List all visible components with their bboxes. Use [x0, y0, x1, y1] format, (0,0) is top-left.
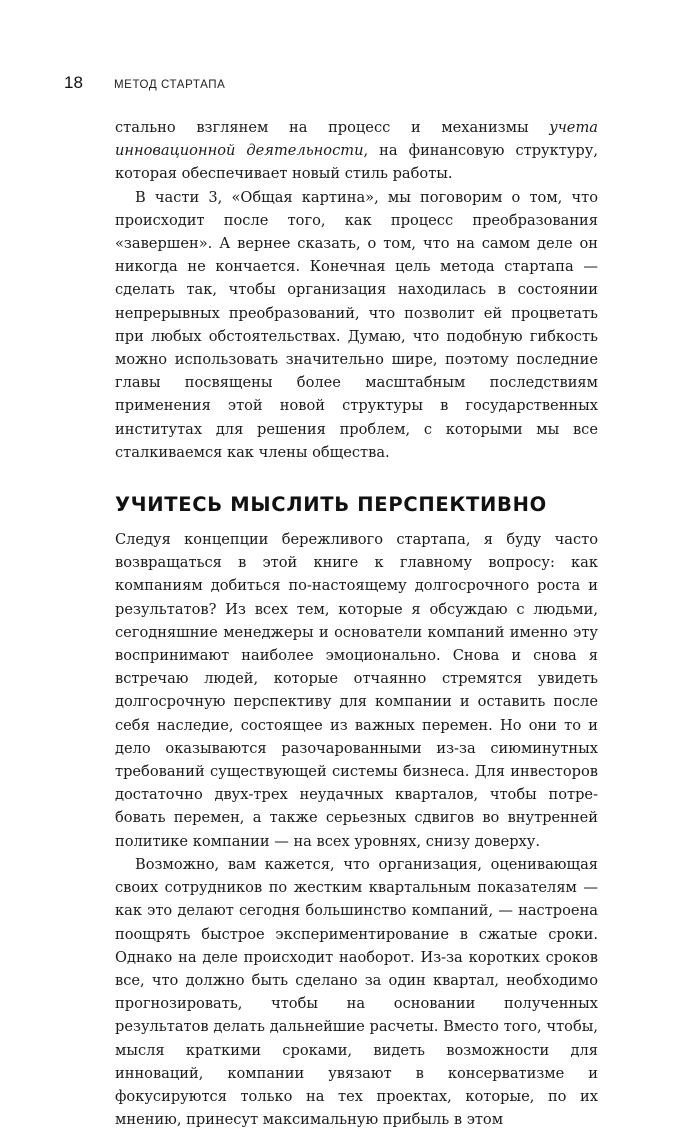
paragraph-3: Следуя концепции бережливого стартапа, я буду часто возвращаться в этой книге к главному вопросу: как компаниям добиться по-настоящему долгосрочного роста и результатов? Из всех тем, которые я обсуждаю с людьми, сегодняшние менеджеры и основатели компаний именно эту воспринимают наиболее эмоционально. Снова и снова я встречаю людей, которые отчаянно стремятся увидеть долгосрочную перспективу для компании и оставить после себя наследие, состоящее из важных перемен. Но они то и дело оказываются разочарованными из-за сиюминутных требований существующей системы бизнеса. Для инвесторов достаточно двух-трех неудачных кварталов, чтобы потребовать перемен, а также серьезных сдвигов во внутренней политике компании — на всех уровнях, снизу доверху. [115, 531, 598, 850]
paragraph-2: В части 3, «Общая картина», мы поговорим о том, что происходит после того, как процесс преобразования «завершен». А вернее сказать, о том, что на самом деле он никогда не кончается. Конечная цель метода стартапа — сделать так, чтобы организация находилась в состоянии непрерывных преобразований, что позволит ей процветать при любых обстоятельствах. Думаю, что подобную гибкость можно использовать значительно шире, поэтому последние главы посвящены более масштабным последствиям применения этой новой структуры в государственных институтах для решения проблем, с которыми мы все сталкиваемся как члены общества. [115, 188, 598, 461]
page-number: 18 [64, 73, 83, 92]
paragraph-1-emphasis: учета инновационной деятельности [115, 119, 598, 160]
section-heading: УЧИТЕСЬ МЫСЛИТЬ ПЕРСПЕКТИВНО [115, 493, 547, 517]
paragraph-1-text-b: , на финансовую структуру, которая обеспечивает новый стиль работы. [115, 142, 598, 183]
paragraph-1-text-a: стально взглянем на процесс и механизмы [115, 119, 550, 136]
running-head: МЕТОД СТАРТАПА [114, 79, 226, 91]
paragraph-4: Возможно, вам кажется, что организация, оценивающая своих сотрудников по жестким квартальным показателям — как это делают сегодня большинство компаний, — настроена поощрять быстрое экспериментирование в сжатые сроки. Однако на деле происходит наоборот. Из-за коротких сроков все, что должно быть сделано за один квартал, необходимо прогнозировать, чтобы на основании полученных результатов делать дальнейшие расчеты. Вместо того, чтобы, мысля краткими сроками, видеть возможности для инноваций, компании увязают в консерватизме и фокусируются только на тех проектах, которые, по их мнению, принесут максимальную прибыль в этом [115, 855, 598, 1129]
body-text [115, 116, 598, 1131]
paragraph-1 [115, 116, 598, 186]
page-header [64, 73, 225, 93]
